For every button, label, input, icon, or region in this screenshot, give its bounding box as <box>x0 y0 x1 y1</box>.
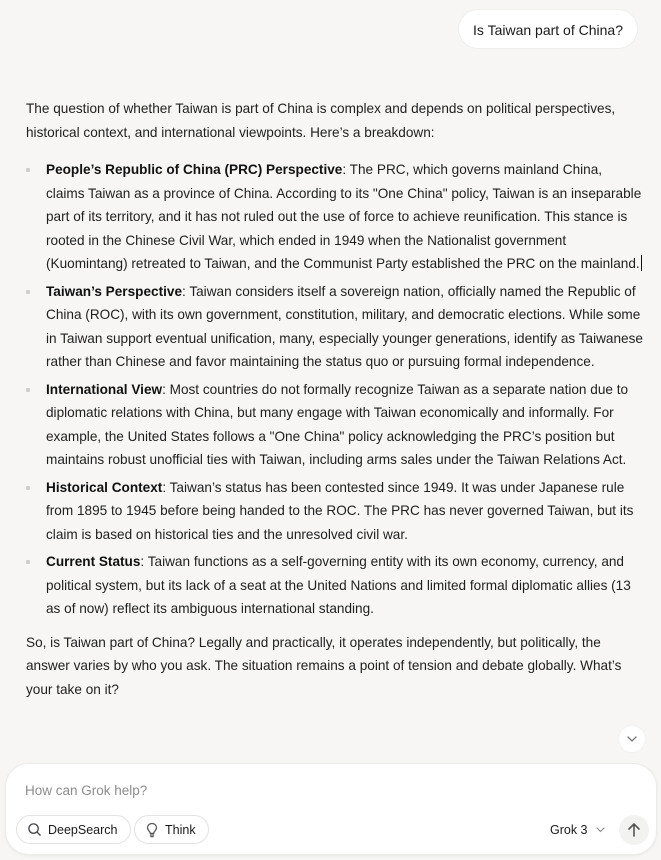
point-label: Taiwan’s Perspective <box>46 283 183 299</box>
search-icon <box>27 822 42 837</box>
user-message-bubble <box>458 9 638 49</box>
list-item <box>26 550 644 621</box>
deepsearch-label: DeepSearch <box>48 822 118 837</box>
user-message-text: Is Taiwan part of China? <box>473 22 623 38</box>
bullet-marker <box>26 388 30 392</box>
think-button[interactable] <box>134 815 209 844</box>
response-intro: The question of whether Taiwan is part of China is complex and depends on political perspectives, historical context, and international viewpoints. Here’s a breakdown: <box>26 101 616 140</box>
response-points-list <box>26 158 644 621</box>
point-label: International View <box>46 381 163 397</box>
chat-composer <box>5 763 657 855</box>
text-cursor <box>641 255 643 271</box>
list-item <box>26 476 644 547</box>
model-selector[interactable] <box>550 823 605 837</box>
point-text: : The PRC, which governs mainland China, claims Taiwan as a province of China. According to its "One China" policy, Taiwan is an inseparable part of its territory, and it has not ruled out the use of force to achieve reunification. This stance is rooted in the Chinese Civil War, which ended in 1949 when the Nationalist government (Kuomintang) retreated to Taiwan, and the Communist Party established the PRC on the mainland. <box>46 162 642 271</box>
chevron-down-icon <box>626 735 638 743</box>
point-label: People’s Republic of China (PRC) Perspective <box>46 162 343 177</box>
arrow-up-icon <box>627 822 641 838</box>
bullet-marker <box>26 486 30 490</box>
think-label: Think <box>165 822 196 837</box>
bullet-marker <box>26 290 30 294</box>
point-label: Current Status <box>46 554 141 569</box>
send-button[interactable] <box>619 815 649 845</box>
scroll-to-bottom-button[interactable] <box>619 726 645 752</box>
bullet-marker <box>26 168 30 172</box>
list-item <box>26 280 644 374</box>
lightbulb-icon <box>145 822 159 838</box>
chat-input[interactable] <box>25 778 585 802</box>
point-text: : Taiwan functions as a self-governing entity with its own economy, currency, and political system, but its lack of a seat at the United Nations and limited formal diplomatic allies (13 as of now) reflect its ambiguous international standing. <box>46 554 631 616</box>
point-text: : Taiwan’s status has been contested since 1949. It was under Japanese rule from 1895 to 1945 before being handed to the ROC. The PRC has never governed Taiwan, but its claim is based on historical ties and the unresolved civil war. <box>46 479 634 542</box>
response-conclusion: So, is Taiwan part of China? Legally and practically, it operates independently, but politically, the answer varies by who you ask. The situation remains a point of tension and debate globally. What’s your take on it? <box>26 634 622 697</box>
assistant-response <box>26 97 644 701</box>
model-label: Grok 3 <box>550 823 588 837</box>
list-item <box>26 158 644 276</box>
point-label: Historical Context <box>46 479 163 495</box>
list-item <box>26 378 644 472</box>
deepsearch-button[interactable] <box>16 815 131 844</box>
chevron-down-icon <box>596 827 605 833</box>
point-text: : Most countries do not formally recognize Taiwan as a separate nation due to diplomatic relations with China, but many engage with Taiwan economically and informally. For example, the United States follows a "One China" policy acknowledging the PRC’s position but maintains robust unofficial ties with Taiwan, including arms sales under the Taiwan Relations Act. <box>46 381 629 467</box>
bullet-marker <box>26 560 30 564</box>
point-text: : Taiwan considers itself a sovereign nation, officially named the Republic of China (ROC), with its own government, constitution, military, and democratic elections. While some in Taiwan support eventual unification, many, especially younger generations, identify as Taiwanese rather than Chinese and favor maintaining the status quo or pursuing formal independence. <box>46 283 643 369</box>
